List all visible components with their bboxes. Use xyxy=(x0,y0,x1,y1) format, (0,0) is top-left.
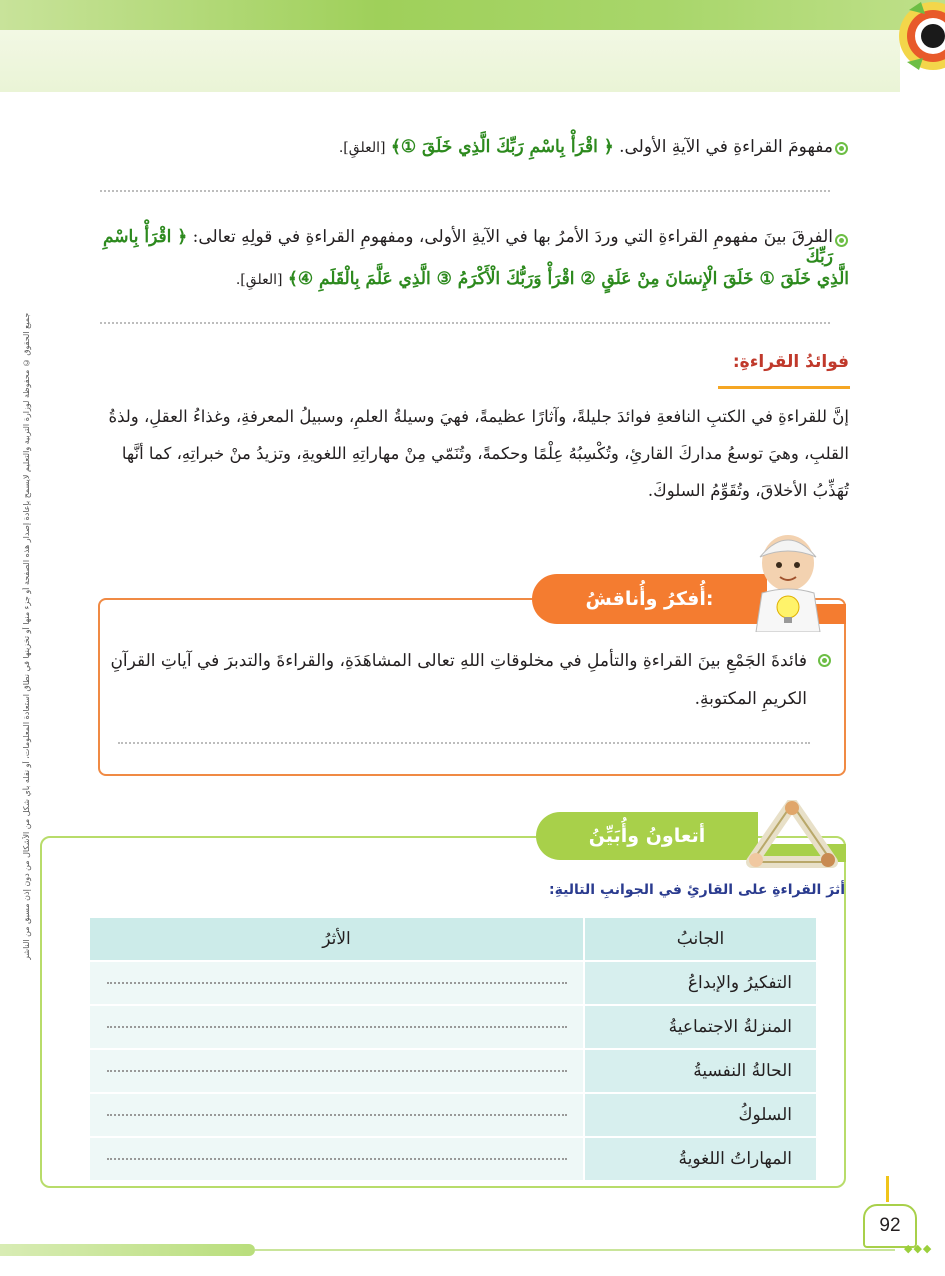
joined-hands-icon xyxy=(744,800,840,870)
question-2-line-1 xyxy=(73,226,833,267)
effect-answer-cell[interactable] xyxy=(89,1005,584,1049)
bullet-icon xyxy=(818,654,831,667)
table-row xyxy=(89,1093,817,1137)
question-1-text: مفهومَ القراءةِ في الآيةِ الأولى. xyxy=(619,137,833,157)
table-row xyxy=(89,1137,817,1181)
question-2-line-2 xyxy=(73,268,849,289)
cooperate-subtitle: أثرَ القراءةِ على القارئِ في الجوانبِ التاليةِ: xyxy=(548,882,845,898)
effects-table xyxy=(88,916,818,1182)
diamond-ornament-icon: ◆◆◆ xyxy=(904,1242,933,1255)
answer-line[interactable] xyxy=(100,322,830,324)
aspect-cell: التفكيرُ والإبداعُ xyxy=(584,961,817,1005)
table-header-row xyxy=(89,917,817,961)
header-aspect: الجانبُ xyxy=(584,917,817,961)
effect-answer-cell[interactable] xyxy=(89,1049,584,1093)
effect-answer-cell[interactable] xyxy=(89,1137,584,1181)
copyright-side-note: جميع الحقوق © محفوظة لوزارة التربية والتعليم لايسمح بإعادة إصدار هذه الصفحة أو جزء منها أو تخزينها في نطاق استعادة المعلومات، أو نقله بأي شكل من الأشكال من دون إذن مسبق من الناشر xyxy=(22,312,31,960)
corner-ornament-icon xyxy=(895,0,945,82)
cooperate-tab: أتعاونُ وأُبَيِّنُ xyxy=(536,812,758,860)
thinking-boy-icon xyxy=(742,527,834,632)
table-row xyxy=(89,1005,817,1049)
table-row xyxy=(89,1049,817,1093)
question-2-text: الفرقَ بينَ مفهومِ القراءةِ التي وردَ الأمرُ بها في الآيةِ الأولى، ومفهومِ القراءةِ في قولِهِ تعالى: xyxy=(192,227,833,247)
page-number: 92 xyxy=(863,1204,917,1248)
page-tab-pin xyxy=(886,1176,889,1202)
table-row xyxy=(89,961,817,1005)
title-underline xyxy=(718,386,850,389)
top-decorative-band xyxy=(0,0,945,30)
think-text: فائدةَ الجَمْعِ بينَ القراءةِ والتأملِ في مخلوقاتِ اللهِ تعالى المشاهَدَةِ، والقراءةَ والتدبرَ في آياتِ القرآنِ الكريمِ المكتوبةِ. xyxy=(110,651,807,709)
answer-line[interactable] xyxy=(100,190,830,192)
answer-line[interactable] xyxy=(118,742,810,744)
question-1-verse: ﴿ اقْرَأْ بِاسْمِ رَبِّكَ الَّذِي خَلَقَ ①﴾ xyxy=(390,137,614,157)
aspect-cell: الحالةُ النفسيةُ xyxy=(584,1049,817,1093)
question-1 xyxy=(133,136,833,157)
effect-answer-cell[interactable] xyxy=(89,1093,584,1137)
bullet-icon xyxy=(835,234,848,247)
question-2-ref: [العلقِ]. xyxy=(235,272,283,288)
bottom-line xyxy=(255,1249,895,1251)
top-header-strip xyxy=(0,30,900,92)
header-effect: الأثرُ xyxy=(89,917,584,961)
question-2-verse-a: ﴿ اقْرَأْ بِاسْمِ رَبِّكَ xyxy=(102,227,833,267)
bullet-icon xyxy=(835,142,848,155)
section-title-benefits: فوائدُ القراءةِ: xyxy=(732,352,849,372)
bottom-decorative-bar xyxy=(0,1244,255,1256)
benefits-paragraph: إنَّ للقراءةِ في الكتبِ النافعةِ فوائدَ جليلةً، وآثارًا عظيمةً، فهيَ وسيلةُ العلمِ، وسبيلُ المعرفةِ، وغذاءُ العقلِ، ولذةُ القلبِ، وهيَ توسعُ مداركَ القارئِ، وتُكْسِبُهُ عِلْمًا وحكمةً، وتُنَمّي مِنْ مهاراتِهِ اللغويةِ، وتزيدُ منْ خبراتِهِ، كما أنَّها تُهَذِّبُ الأخلاقَ، وتُقَوِّمُ السلوكَ. xyxy=(108,407,849,500)
question-2-verse-b: الَّذِي خَلَقَ ① خَلَقَ الْإِنسَانَ مِنْ عَلَقٍ ② اقْرَأْ وَرَبُّكَ الْأَكْرَمُ ③ الَّذِي عَلَّمَ بِالْقَلَمِ ④﴾ xyxy=(287,269,849,289)
aspect-cell: المهاراتُ اللغويةُ xyxy=(584,1137,817,1181)
aspect-cell: السلوكُ xyxy=(584,1093,817,1137)
question-1-ref: [العلقِ]. xyxy=(338,140,386,156)
aspect-cell: المنزلةُ الاجتماعيةُ xyxy=(584,1005,817,1049)
think-discuss-tab: أُفكرُ وأُناقشُ: xyxy=(532,574,767,624)
effect-answer-cell[interactable] xyxy=(89,961,584,1005)
